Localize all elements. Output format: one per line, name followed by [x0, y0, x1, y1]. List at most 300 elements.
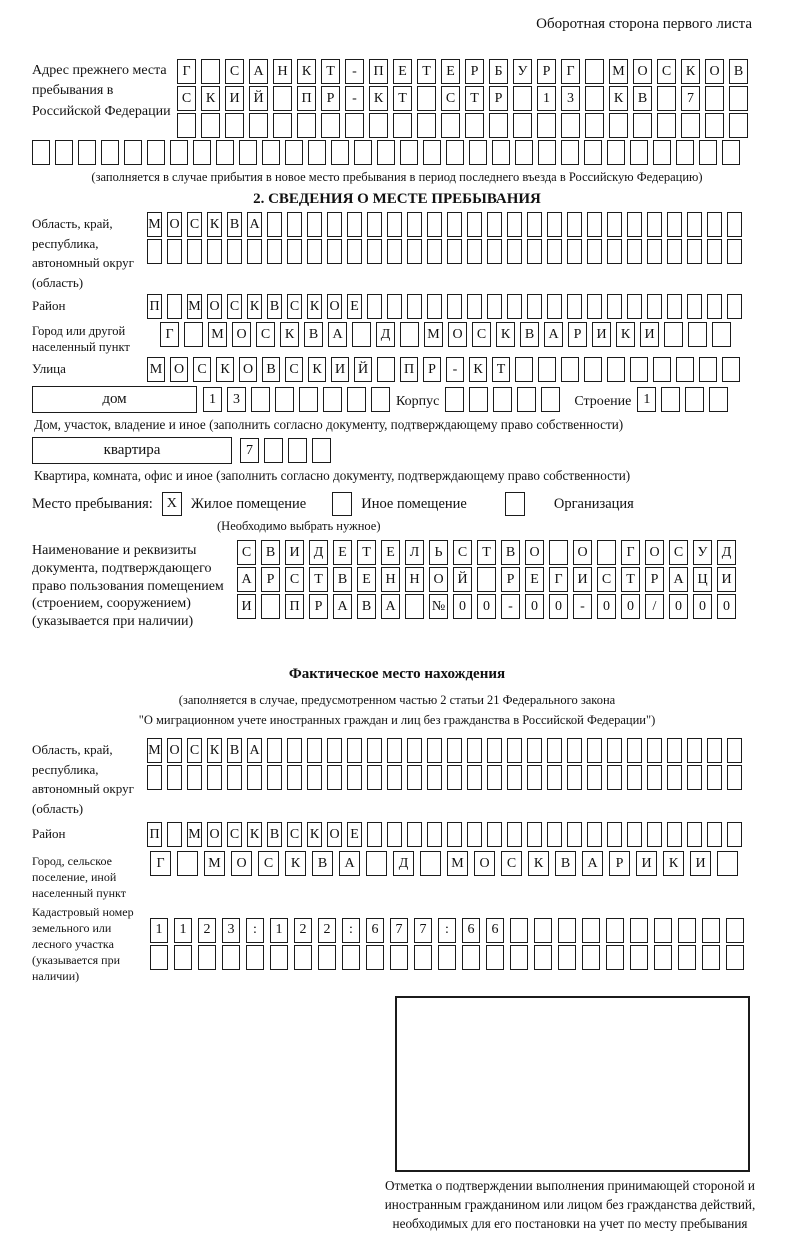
region-2-row-1 — [147, 738, 742, 763]
char-box — [407, 822, 422, 847]
prev-address-row-3 — [177, 113, 748, 138]
char-box — [367, 212, 382, 237]
char-box: В — [267, 294, 282, 319]
field-district-2 — [32, 822, 762, 847]
char-box — [702, 918, 720, 943]
char-box: 0 — [597, 594, 616, 619]
char-box — [534, 945, 552, 970]
char-box — [582, 945, 600, 970]
char-box — [567, 738, 582, 763]
char-box: И — [636, 851, 657, 876]
char-box — [607, 239, 622, 264]
char-box — [407, 738, 422, 763]
char-box: 2 — [294, 918, 312, 943]
prev-address-note: (заполняется в случае прибытия в новое место пребывания в период последнего въезда в Российскую Федерацию) — [91, 170, 703, 184]
char-box — [308, 140, 326, 165]
char-box — [207, 239, 222, 264]
char-box — [447, 294, 462, 319]
char-box — [676, 357, 694, 382]
char-box: Т — [357, 540, 376, 565]
district-2-row — [147, 822, 742, 847]
char-box — [267, 239, 282, 264]
char-box — [487, 294, 502, 319]
char-box — [527, 239, 542, 264]
char-box: К — [369, 86, 388, 111]
region-row-1 — [147, 212, 742, 237]
char-box: В — [333, 567, 352, 592]
field-document — [32, 540, 762, 652]
char-box: О — [170, 357, 188, 382]
char-box — [567, 212, 582, 237]
char-box — [447, 738, 462, 763]
char-box: К — [496, 322, 515, 347]
char-box — [32, 140, 50, 165]
char-box: С — [258, 851, 279, 876]
city-row — [160, 322, 731, 347]
choose-note: (Необходимо выбрать нужное) — [217, 519, 381, 534]
char-box — [247, 239, 262, 264]
char-box: Т — [393, 86, 412, 111]
cadastral-label: Кадастровый номер земельного или лесного участка (указывается при наличии) — [32, 904, 134, 984]
char-box — [467, 738, 482, 763]
char-box — [527, 738, 542, 763]
char-box — [654, 945, 672, 970]
char-box: М — [147, 357, 165, 382]
char-box — [510, 918, 528, 943]
char-box: Д — [393, 851, 414, 876]
char-box: Д — [376, 322, 395, 347]
char-box — [487, 765, 502, 790]
char-box — [567, 239, 582, 264]
char-box: В — [312, 851, 333, 876]
section2-title: 2. СВЕДЕНИЯ О МЕСТЕ ПРЕБЫВАНИЯ — [253, 191, 541, 207]
char-box — [513, 113, 532, 138]
char-box: А — [247, 738, 262, 763]
char-box — [707, 239, 722, 264]
field-district — [32, 294, 762, 319]
char-box — [667, 822, 682, 847]
char-box — [198, 945, 216, 970]
char-box: Н — [381, 567, 400, 592]
char-box — [184, 322, 203, 347]
char-box: О — [448, 322, 467, 347]
char-box — [705, 86, 724, 111]
char-box: Т — [417, 59, 436, 84]
char-box — [653, 357, 671, 382]
char-box — [609, 113, 628, 138]
char-box: В — [262, 357, 280, 382]
char-box — [667, 738, 682, 763]
char-box — [707, 765, 722, 790]
char-box: С — [187, 738, 202, 763]
char-box — [676, 140, 694, 165]
char-box — [709, 387, 728, 412]
char-box — [441, 113, 460, 138]
char-box — [549, 540, 568, 565]
document-row-3 — [237, 594, 736, 619]
char-box: У — [513, 59, 532, 84]
char-box: Г — [621, 540, 640, 565]
char-box: Т — [477, 540, 496, 565]
field-house — [32, 386, 762, 413]
char-box: К — [216, 357, 234, 382]
char-box — [587, 239, 602, 264]
char-box: М — [147, 738, 162, 763]
char-box: Е — [441, 59, 460, 84]
char-box — [547, 239, 562, 264]
char-box — [527, 822, 542, 847]
char-box — [462, 945, 480, 970]
char-box — [647, 239, 662, 264]
char-box: Й — [249, 86, 268, 111]
actual-location-title: Фактическое место нахождения — [288, 666, 506, 683]
document-row-1 — [237, 540, 736, 565]
char-box: И — [573, 567, 592, 592]
char-box: Р — [321, 86, 340, 111]
char-box: - — [345, 59, 364, 84]
char-box — [702, 945, 720, 970]
char-box — [647, 822, 662, 847]
char-box — [727, 212, 742, 237]
char-box — [687, 765, 702, 790]
char-box: П — [297, 86, 316, 111]
char-box — [587, 212, 602, 237]
char-box: 0 — [549, 594, 568, 619]
apartment-box-label: квартира — [32, 437, 232, 464]
char-box — [262, 140, 280, 165]
street-row — [147, 357, 740, 382]
char-box: Н — [405, 567, 424, 592]
char-box — [201, 59, 220, 84]
char-box — [193, 140, 211, 165]
char-box: В — [633, 86, 652, 111]
char-box: - — [573, 594, 592, 619]
char-box — [705, 113, 724, 138]
char-box: 0 — [693, 594, 712, 619]
char-box — [467, 212, 482, 237]
char-box — [447, 239, 462, 264]
char-box: Г — [160, 322, 179, 347]
char-box: С — [187, 212, 202, 237]
char-box: Ц — [693, 567, 712, 592]
char-box — [584, 357, 602, 382]
char-box: 1 — [270, 918, 288, 943]
char-box — [247, 765, 262, 790]
char-box — [657, 86, 676, 111]
char-box: О — [327, 294, 342, 319]
char-box: И — [717, 567, 736, 592]
field-prev-address — [32, 59, 762, 138]
char-box — [585, 59, 604, 84]
char-box — [630, 357, 648, 382]
char-box — [447, 822, 462, 847]
char-box — [607, 738, 622, 763]
char-box — [327, 738, 342, 763]
stroenie-row — [637, 387, 728, 412]
char-box: - — [501, 594, 520, 619]
char-box: 0 — [621, 594, 640, 619]
char-box: О — [633, 59, 652, 84]
char-box: 2 — [318, 918, 336, 943]
char-box — [307, 239, 322, 264]
char-box — [287, 212, 302, 237]
char-box — [447, 212, 462, 237]
char-box: К — [307, 294, 322, 319]
char-box: К — [616, 322, 635, 347]
char-box — [630, 140, 648, 165]
char-box: - — [446, 357, 464, 382]
char-box — [167, 765, 182, 790]
document-label: Наименование и реквизиты документа, подтверждающего право пользования помещением (строением, сооружением) (указывается при наличии) — [32, 543, 224, 629]
char-box — [727, 294, 742, 319]
apartment-row — [240, 438, 331, 463]
char-box — [427, 239, 442, 264]
char-box — [654, 918, 672, 943]
char-box: Р — [465, 59, 484, 84]
district-label: Район — [32, 298, 66, 313]
house-box-label: дом — [32, 386, 197, 413]
char-box — [321, 113, 340, 138]
char-box — [587, 822, 602, 847]
char-box — [327, 765, 342, 790]
char-box: К — [528, 851, 549, 876]
char-box: А — [582, 851, 603, 876]
char-box: 6 — [366, 918, 384, 943]
char-box — [249, 113, 268, 138]
char-box: К — [609, 86, 628, 111]
char-box — [597, 540, 616, 565]
char-box: О — [525, 540, 544, 565]
char-box — [587, 738, 602, 763]
char-box — [647, 738, 662, 763]
char-box — [487, 822, 502, 847]
char-box — [627, 212, 642, 237]
char-box — [147, 239, 162, 264]
char-box — [367, 822, 382, 847]
char-box: А — [339, 851, 360, 876]
char-box — [423, 140, 441, 165]
korpus-label: Корпус — [396, 393, 440, 409]
char-box — [124, 140, 142, 165]
char-box — [667, 765, 682, 790]
char-box — [607, 294, 622, 319]
char-box: И — [285, 540, 304, 565]
char-box — [727, 765, 742, 790]
char-box: К — [285, 851, 306, 876]
char-box — [627, 294, 642, 319]
char-box: 7 — [390, 918, 408, 943]
char-box: : — [342, 918, 360, 943]
char-box — [270, 945, 288, 970]
char-box — [354, 140, 372, 165]
char-box — [630, 918, 648, 943]
char-box: И — [225, 86, 244, 111]
char-box: В — [520, 322, 539, 347]
char-box — [729, 113, 748, 138]
char-box: : — [246, 918, 264, 943]
char-box: 7 — [240, 438, 259, 463]
char-box: П — [400, 357, 418, 382]
char-box — [312, 438, 331, 463]
prev-address-label: Адрес прежнего места пребывания в Российской Федерации — [32, 63, 171, 119]
city-2-label: Город, сельское поселение, иной населенный пункт — [32, 854, 126, 901]
char-box — [167, 294, 182, 319]
char-box — [547, 212, 562, 237]
char-box: И — [592, 322, 611, 347]
char-box — [225, 113, 244, 138]
char-box: 6 — [486, 918, 504, 943]
char-box — [507, 239, 522, 264]
char-box — [465, 113, 484, 138]
char-box: 0 — [477, 594, 496, 619]
char-box: М — [609, 59, 628, 84]
char-box — [469, 140, 487, 165]
actual-location-note-line1: (заполняется в случае, предусмотренном частью 2 статьи 21 Федерального закона — [178, 693, 616, 708]
char-box: В — [267, 822, 282, 847]
korpus-row — [445, 387, 560, 412]
char-box: С — [285, 357, 303, 382]
organization-label: Организация — [553, 495, 634, 512]
char-box: С — [472, 322, 491, 347]
other-premise-label: Иное помещение — [361, 495, 467, 512]
char-box — [657, 113, 676, 138]
char-box: М — [204, 851, 225, 876]
char-box — [287, 765, 302, 790]
char-box — [486, 945, 504, 970]
char-box — [687, 212, 702, 237]
char-box — [427, 738, 442, 763]
char-box: С — [453, 540, 472, 565]
char-box — [307, 212, 322, 237]
char-box: Л — [405, 540, 424, 565]
char-box: Б — [489, 59, 508, 84]
stroenie-label: Строение — [574, 393, 632, 409]
char-box: 2 — [198, 918, 216, 943]
char-box — [661, 387, 680, 412]
char-box — [513, 86, 532, 111]
char-box — [707, 822, 722, 847]
char-box — [585, 86, 604, 111]
char-box: С — [441, 86, 460, 111]
char-box — [541, 387, 560, 412]
char-box — [174, 945, 192, 970]
residential-checkbox: X — [162, 492, 182, 516]
residential-label: Жилое помещение — [190, 495, 307, 512]
char-box — [653, 140, 671, 165]
char-box — [366, 851, 387, 876]
char-box — [607, 822, 622, 847]
char-box: К — [280, 322, 299, 347]
char-box: И — [331, 357, 349, 382]
char-box — [647, 765, 662, 790]
district-2-label: Район — [32, 826, 66, 841]
char-box: О — [207, 822, 222, 847]
region-row-2 — [147, 239, 742, 264]
char-box — [347, 212, 362, 237]
char-box — [345, 113, 364, 138]
char-box — [547, 738, 562, 763]
char-box: К — [469, 357, 487, 382]
char-box — [446, 140, 464, 165]
char-box: П — [285, 594, 304, 619]
char-box: С — [227, 294, 242, 319]
char-box: С — [285, 567, 304, 592]
char-box — [371, 387, 390, 412]
char-box — [366, 945, 384, 970]
char-box — [469, 387, 488, 412]
house-number-row — [203, 387, 390, 412]
char-box: А — [333, 594, 352, 619]
char-box: Ь — [429, 540, 448, 565]
char-box: Й — [354, 357, 372, 382]
char-box — [561, 140, 579, 165]
char-box — [147, 765, 162, 790]
char-box: 0 — [669, 594, 688, 619]
char-box: / — [645, 594, 664, 619]
char-box: К — [201, 86, 220, 111]
char-box — [427, 294, 442, 319]
char-box — [726, 918, 744, 943]
char-box: 1 — [637, 387, 656, 412]
char-box: В — [304, 322, 323, 347]
district-row — [147, 294, 742, 319]
char-box: В — [729, 59, 748, 84]
char-box — [342, 945, 360, 970]
char-box — [407, 765, 422, 790]
char-box — [246, 945, 264, 970]
field-region-2 — [32, 738, 762, 822]
actual-location-note — [32, 691, 762, 730]
page-header-note: Оборотная сторона первого листа — [536, 16, 752, 32]
char-box — [367, 239, 382, 264]
stay-place-row — [32, 492, 762, 516]
char-box — [561, 357, 579, 382]
char-box — [507, 822, 522, 847]
char-box — [687, 294, 702, 319]
char-box — [527, 294, 542, 319]
char-box — [647, 212, 662, 237]
char-box — [150, 945, 168, 970]
char-box — [538, 140, 556, 165]
char-box — [567, 294, 582, 319]
char-box — [487, 738, 502, 763]
char-box: 7 — [681, 86, 700, 111]
char-box — [377, 357, 395, 382]
char-box — [584, 140, 602, 165]
char-box — [507, 212, 522, 237]
char-box — [288, 438, 307, 463]
char-box: К — [247, 294, 262, 319]
char-box: И — [640, 322, 659, 347]
char-box: 1 — [150, 918, 168, 943]
char-box — [78, 140, 96, 165]
char-box: Т — [465, 86, 484, 111]
char-box — [707, 738, 722, 763]
char-box — [407, 294, 422, 319]
char-box — [417, 113, 436, 138]
char-box: М — [187, 822, 202, 847]
char-box — [267, 765, 282, 790]
char-box — [427, 765, 442, 790]
char-box — [607, 212, 622, 237]
char-box: В — [555, 851, 576, 876]
char-box — [347, 239, 362, 264]
char-box — [390, 945, 408, 970]
char-box — [170, 140, 188, 165]
char-box: О — [231, 851, 252, 876]
char-box — [285, 140, 303, 165]
char-box: С — [669, 540, 688, 565]
